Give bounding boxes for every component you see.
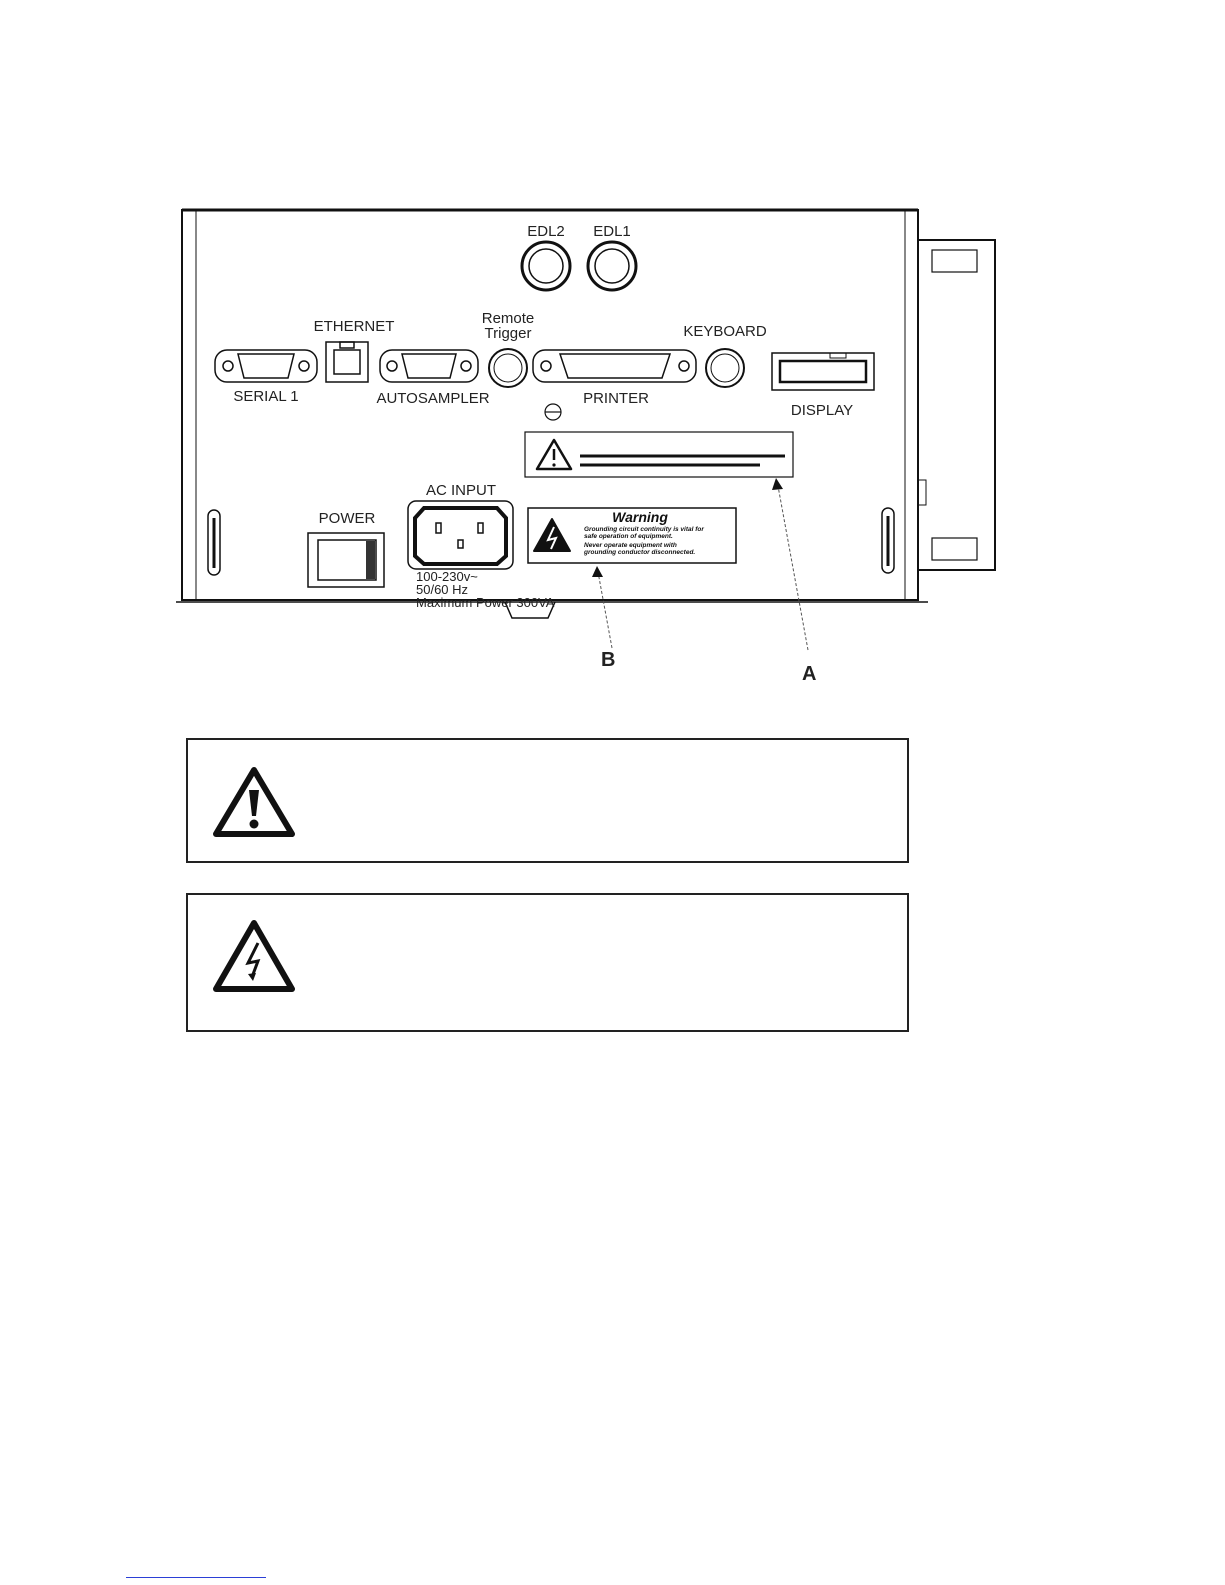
printer-label: PRINTER xyxy=(583,390,649,407)
power-label: POWER xyxy=(318,510,376,527)
side-unit xyxy=(918,240,995,570)
caution-triangle-icon xyxy=(212,766,296,838)
grounding-warning-line: Never operate equipment with xyxy=(584,542,677,549)
edl2-label: EDL2 xyxy=(527,223,565,240)
grounding-warning-label-b xyxy=(528,508,736,563)
electrical-hazard-icon xyxy=(212,919,296,995)
caution-notice-box xyxy=(186,738,909,863)
ethernet-label: ETHERNET xyxy=(313,318,395,335)
serial1-label: SERIAL 1 xyxy=(233,388,299,405)
keyboard-label: KEYBOARD xyxy=(683,323,767,340)
remote-trigger-label-line2: Trigger xyxy=(484,325,532,342)
grounding-warning-line: Grounding circuit continuity is vital for xyxy=(584,526,704,533)
remote-trigger-label-line1: Remote xyxy=(481,310,535,327)
grounding-warning-title: Warning xyxy=(612,509,668,525)
rating-voltage: 100-230v~ xyxy=(416,569,478,584)
callout-a: A xyxy=(802,663,817,685)
rating-max-power: Maximum Power 300VA xyxy=(416,595,555,610)
footer-link-underline xyxy=(126,1577,266,1578)
display-label: DISPLAY xyxy=(790,402,854,419)
autosampler-label: AUTOSAMPLER xyxy=(376,390,490,407)
caution-label-a xyxy=(525,432,793,477)
callout-b: B xyxy=(601,649,616,671)
electrical-hazard-notice-box xyxy=(186,893,909,1032)
grounding-warning-line: grounding conductor disconnected. xyxy=(584,549,696,556)
ac-input-label: AC INPUT xyxy=(425,482,497,499)
rating-frequency: 50/60 Hz xyxy=(416,582,469,597)
edl1-label: EDL1 xyxy=(593,223,631,240)
grounding-warning-line: safe operation of equipment. xyxy=(584,533,673,540)
